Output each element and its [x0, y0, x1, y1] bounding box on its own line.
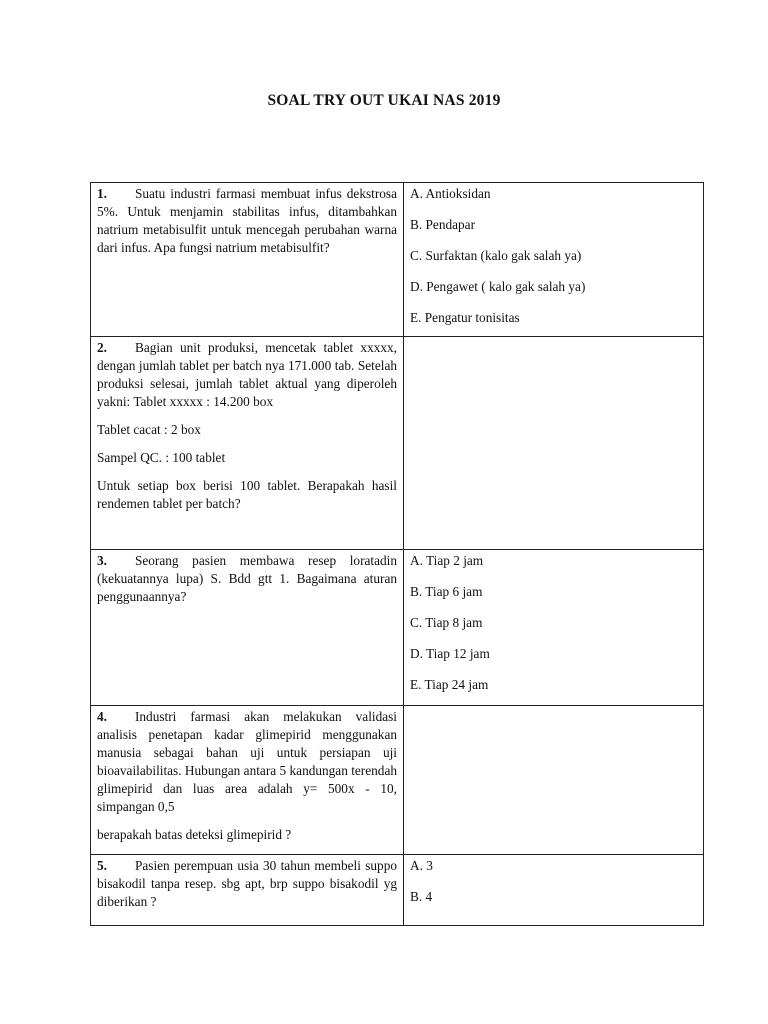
option: A. Tiap 2 jam: [410, 553, 484, 568]
options-cell: [404, 855, 704, 926]
option: E. Tiap 24 jam: [410, 677, 489, 692]
question-cell: [91, 855, 404, 926]
option: D. Pengawet ( kalo gak salah ya): [410, 279, 586, 294]
question-row: [91, 855, 704, 926]
question-row: [91, 550, 704, 706]
question-number: 2.: [97, 340, 107, 355]
options-cell: [404, 706, 704, 855]
option: C. Surfaktan (kalo gak salah ya): [410, 248, 582, 263]
option: B. Tiap 6 jam: [410, 584, 483, 599]
question-text: 1. Suatu industri farmasi membuat infus dekstrosa 5%. Untuk menjamin stabilitas infus, ditambahkan natrium metabisulfit untuk mencegah perubahan warna dari infus. Apa fungsi natrium metabisulfit?: [97, 186, 397, 255]
question-number: 3.: [97, 553, 107, 568]
question-cell: [91, 706, 404, 855]
question-cell: [91, 550, 404, 706]
question-text: Sampel QC. : 100 tablet: [97, 450, 226, 465]
question-cell: [91, 337, 404, 550]
question-text: Untuk setiap box berisi 100 tablet. Berapakah hasil rendemen tablet per batch?: [97, 478, 397, 511]
question-number: 5.: [97, 858, 107, 873]
question-text: Tablet cacat : 2 box: [97, 422, 201, 437]
question-row: [91, 337, 704, 550]
option: B. Pendapar: [410, 217, 475, 232]
question-cell: [91, 183, 404, 337]
option: C. Tiap 8 jam: [410, 615, 483, 630]
page-title: SOAL TRY OUT UKAI NAS 2019: [267, 92, 501, 109]
question-number: 1.: [97, 186, 107, 201]
question-text: 3. Seorang pasien membawa resep loratadin (kekuatannya lupa) S. Bdd gtt 1. Bagaimana aturan penggunaannya?: [97, 553, 397, 604]
question-text: 2. Bagian unit produksi, mencetak tablet xxxxx, dengan jumlah tablet per batch nya 171.000 tab. Setelah produksi selesai, jumlah tablet aktual yang diperoleh yakni: Tablet xxxxx : 14.200 box: [97, 340, 397, 409]
option: D. Tiap 12 jam: [410, 646, 490, 661]
question-text: 5. Pasien perempuan usia 30 tahun membeli suppo bisakodil tanpa resep. sbg apt, brp suppo bisakodil yg diberikan ?: [97, 858, 397, 909]
option: A. Antioksidan: [410, 186, 491, 201]
option: B. 4: [410, 889, 433, 904]
question-text: berapakah batas deteksi glimepirid ?: [97, 827, 292, 842]
options-cell: [404, 183, 704, 337]
question-text: 4. Industri farmasi akan melakukan validasi analisis penetapan kadar glimepirid menggunakan manusia sebagai bahan uji untuk persiapan uji bioavailabilitas. Hubungan antara 5 kandungan terendah glimepirid dan luas area adalah y= 500x - 10, simpangan 0,5: [97, 709, 397, 814]
option: A. 3: [410, 858, 433, 873]
question-number: 4.: [97, 709, 107, 724]
question-row: [91, 183, 704, 337]
question-row: [91, 706, 704, 855]
question-table: [90, 182, 704, 926]
option: E. Pengatur tonisitas: [410, 310, 520, 325]
options-cell: [404, 337, 704, 550]
options-cell: [404, 550, 704, 706]
